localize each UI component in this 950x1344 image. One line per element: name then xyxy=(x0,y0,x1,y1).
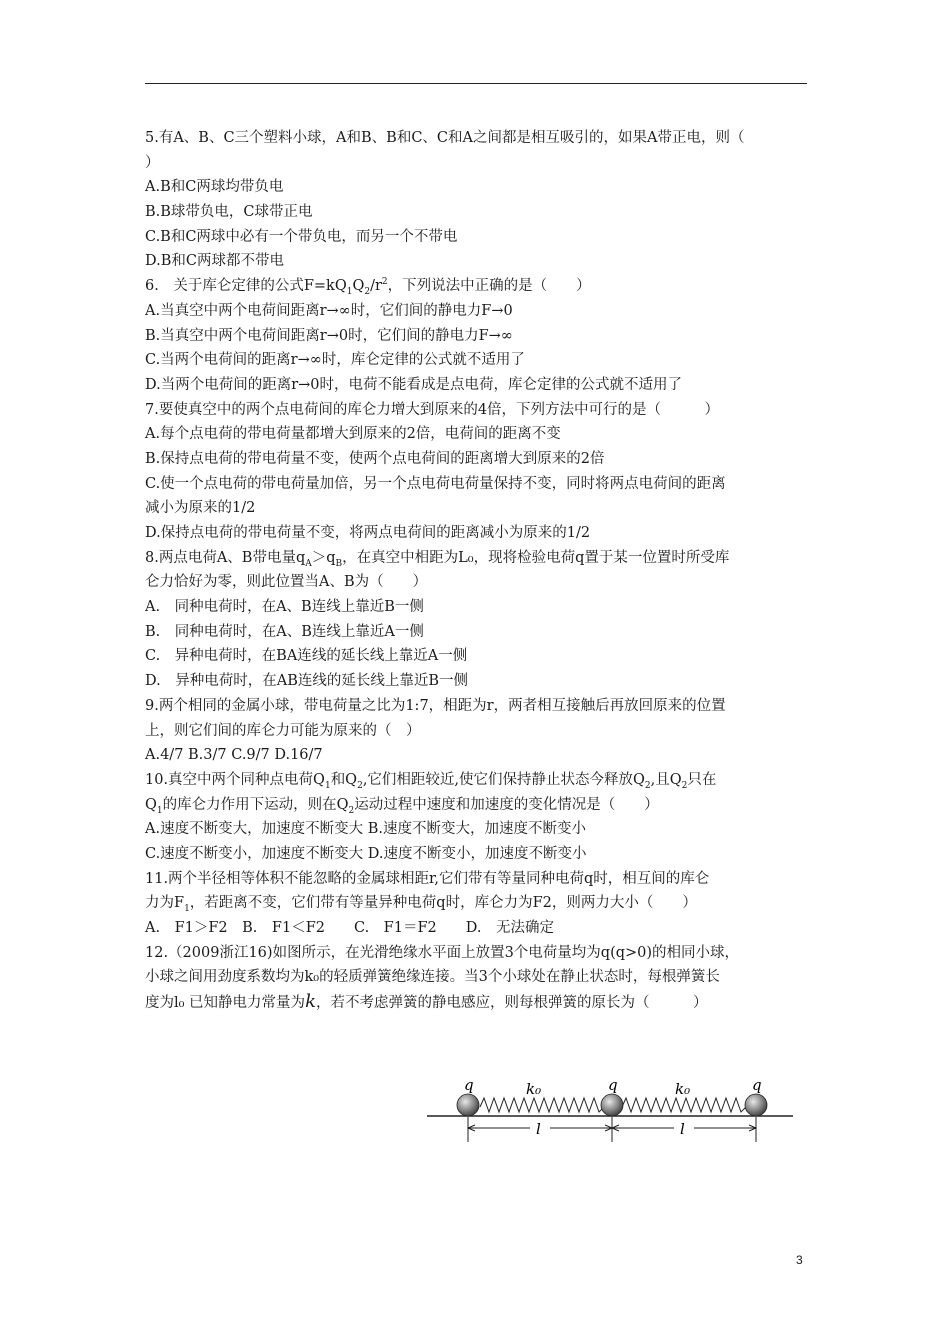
spring-constant-label-1: k₀ xyxy=(526,1080,542,1098)
question-10-line-1: 10.真空中两个同种点电荷$Q_1$和$Q_2$,它们相距较近,使它们保持静止状态今释放$Q_2$,且$Q_2$只在 xyxy=(145,771,717,791)
page-number: 3 xyxy=(796,1253,803,1267)
option-7b: B.保持点电荷的带电荷量不变，使两个点电荷间的距离增大到原来的2倍 xyxy=(145,450,605,467)
option-6a: A.当真空中两个电荷间距离r→∞时，它们间的静电力F→0 xyxy=(145,302,513,319)
option-8d: D. 异种电荷时，在AB连线的延长线上靠近B一侧 xyxy=(145,673,468,690)
ball-middle xyxy=(601,1094,623,1116)
question-5-line-1: 5.有A、B、C三个塑料小球，A和B、B和C、C和A之间都是相互吸引的，如果A带正电，则（ xyxy=(145,130,745,146)
question-12-line-3: 度为l₀ 已知静电力常量为k，若不考虑弹簧的静电感应，则每根弹簧的原长为（ ） xyxy=(145,991,708,1013)
question-5-line-2: ） xyxy=(145,154,160,171)
question-9-line-2: 上，则它们间的库仑力可能为原来的（ ） xyxy=(145,722,421,739)
options-9: A.4/7 B.3/7 C.9/7 D.16/7 xyxy=(145,747,323,764)
ball-left xyxy=(457,1094,479,1116)
option-7a: A.每个点电荷的带电荷量都增大到原来的2倍，电荷间的距离不变 xyxy=(145,426,561,443)
header-rule xyxy=(145,83,807,84)
spring-1 xyxy=(480,1098,604,1112)
option-7d: D.保持点电荷的带电荷量不变，将两点电荷间的距离减小为原来的1/2 xyxy=(145,525,591,541)
question-12-line-1: 12.（2009浙江16)如图所示，在光滑绝缘水平面上放置3个电荷量均为q(q>0)的相同小球， xyxy=(145,944,740,961)
spring-2 xyxy=(622,1098,746,1112)
ball-right xyxy=(745,1094,767,1116)
option-8c: C. 异种电荷时，在BA连线的延长线上靠近A一侧 xyxy=(145,648,468,665)
document-body xyxy=(145,126,810,1015)
option-7c-line-2: 减小为原来的1/2 xyxy=(145,500,256,517)
question-10-line-2: $Q_1$的库仑力作用下运动，则在$Q_2$运动过程中速度和加速度的变化情况是（ ） xyxy=(145,796,659,816)
charge-label-left: q xyxy=(464,1080,474,1094)
charge-label-right: q xyxy=(752,1080,762,1094)
charge-label-middle: q xyxy=(608,1080,618,1094)
length-label-2: l xyxy=(680,1120,685,1138)
option-5a: A.B和C两球均带负电 xyxy=(145,179,284,196)
question-12-line-2: 小球之间用劲度系数均为k₀的轻质弹簧绝缘连接。当3个小球处在静止状态时，每根弹簧长 xyxy=(145,969,720,986)
question-9-line-1: 9.两个相同的金属小球，带电荷量之比为1:7，相距为r，两者相互接触后再放回原来的位置 xyxy=(145,697,726,714)
option-6b: B.当真空中两个电荷间距离r→0时，它们间的静电力F→∞ xyxy=(145,327,513,344)
spring-figure xyxy=(425,1080,795,1146)
question-8-line-1: 8.两点电荷A、B带电量$q_A>q_B$，在真空中相距为L₀，现将检验电荷q置于某一位置时所受库 xyxy=(145,549,730,569)
length-label-1: l xyxy=(536,1120,541,1138)
spring-constant-label-2: k₀ xyxy=(675,1080,691,1098)
option-6c: C.当两个电荷间的距离r→∞时，库仑定律的公式就不适用了 xyxy=(145,352,525,369)
option-8b: B. 同种电荷时，在A、B连线上靠近A一侧 xyxy=(145,623,424,640)
option-7c-line-1: C.使一个点电荷的带电荷量加倍，另一个点电荷电荷量保持不变，同时将两点电荷间的距离 xyxy=(145,475,726,492)
option-5d: D.B和C两球都不带电 xyxy=(145,253,284,270)
option-5b: B.B球带负电，C球带正电 xyxy=(145,204,313,221)
option-6d: D.当两个电荷间的距离r→0时，电荷不能看成是点电荷，库仑定律的公式就不适用了 xyxy=(145,376,683,393)
options-10-line-1: A.速度不断变大，加速度不断变大 B.速度不断变大，加速度不断变小 xyxy=(145,821,586,838)
option-5c: C.B和C两球中必有一个带负电，而另一个不带电 xyxy=(145,228,458,245)
question-11-line-2: 力为$F_1$，若距离不变，它们带有等量异种电荷q时，库仑力为F2，则两力大小（ ） xyxy=(145,895,697,915)
options-11: A. F1＞F2 B. F1＜F2 C. F1＝F2 D. 无法确定 xyxy=(145,920,554,936)
question-6: 6. 关于库仑定律的公式$F=kQ_1Q_2/r^2$，下列说法中正确的是（ ） xyxy=(145,277,591,298)
question-11-line-1: 11.两个半径相等体积不能忽略的金属球相距r,它们带有等量同种电荷q时，相互间的库仑 xyxy=(145,870,710,887)
question-8-line-2: 仑力恰好为零，则此位置当A、B为（ ） xyxy=(145,574,428,591)
option-8a: A. 同种电荷时，在A、B连线上靠近B一侧 xyxy=(145,599,424,616)
question-7: 7.要使真空中的两个点电荷间的库仑力增大到原来的4倍，下列方法中可行的是（ ） xyxy=(145,401,720,418)
options-10-line-2: C.速度不断变小，加速度不断变大 D.速度不断变小，加速度不断变小 xyxy=(145,845,587,862)
